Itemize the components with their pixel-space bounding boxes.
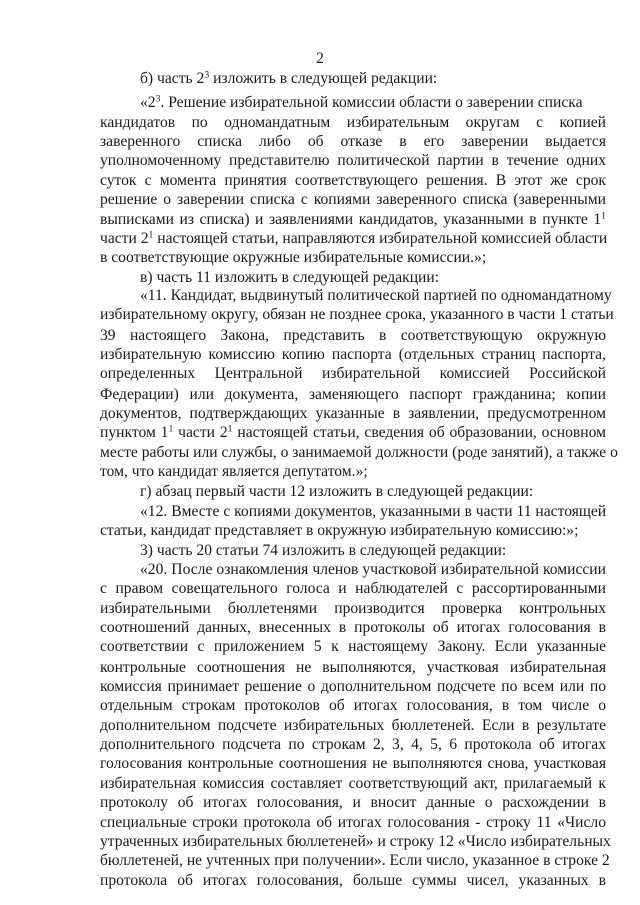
text-line: решение о заверении списка с копиями заверенного списка (заверенными [100, 191, 606, 208]
superscript: 1 [227, 423, 233, 435]
text-line: «20. После ознакомления членов участковой избирательной комиссии [140, 561, 606, 578]
text-line: контрольные соотношения не выполняются, участковая избирательная [100, 659, 606, 676]
superscript: 3 [204, 69, 210, 81]
text-line: дополнительного подсчета по строкам 2, 3, 4, 5, 6 протокола об итогах [100, 736, 606, 753]
superscript: 1 [168, 423, 174, 435]
text-line: избирательными бюллетенями производится проверка контрольных [100, 600, 606, 617]
text-line: определенных Центральной избирательной комиссией Российской [100, 365, 606, 382]
text-line: голосования контрольные соотношения не выполняются снова, участковая [100, 755, 606, 772]
text-line: том, что кандидат является депутатом.»; [100, 463, 368, 480]
text-line: 3) часть 20 статьи 74 изложить в следующей редакции: [140, 542, 507, 559]
text-line: специальные строки протокола об итогах голосования - строку 11 «Число [100, 814, 606, 831]
text-line: избирательную комиссию копию паспорта (отдельных страниц паспорта, [100, 346, 606, 363]
text-line: «11. Кандидат, выдвинутый политической партией по одномандатному [140, 287, 612, 304]
text-line: дополнительном подсчете избирательных бюллетеней. Если в результате [100, 717, 606, 734]
text-line: г) абзац первый части 12 изложить в следующей редакции: [140, 483, 534, 500]
text-line: протокола об итогах голосования, больше суммы чисел, указанных в [100, 872, 606, 889]
text-line: утраченных избирательных бюллетеней» и строку 12 «Число избирательных [100, 833, 611, 850]
text-line: пунктом $1^1$ части $2^1$ настоящей статьи, сведения об образовании, основном [100, 423, 606, 441]
text-line: уполномоченному представителю политической партии в течение одних [100, 152, 606, 169]
text-line: избирательному округу, обязан не позднее срока, указанного в части 1 статьи [100, 306, 614, 323]
text-line: «$2^3$. Решение избирательной комиссии области о заверении списка [140, 93, 583, 111]
page-number: 2 [316, 50, 324, 67]
text-line: заверенного списка либо об отказе в его заверении выдается [100, 133, 606, 150]
superscript: 1 [601, 210, 606, 222]
text-line: месте работы или службы, о занимаемой должности (роде занятий), а также о [100, 444, 618, 461]
text-line: бюллетеней, не учтенных при получении». Если число, указанное в строке 2 [100, 852, 610, 869]
text-line: соответствии с приложением 5 к настоящему Закону. Если указанные [100, 638, 606, 655]
text-line: в соответствующие окружные избирательные комиссии.»; [100, 249, 487, 266]
text-line: избирательная комиссия составляет соответствующий акт, прилагаемый к [100, 775, 606, 792]
text-line: отдельным строкам протоколов об итогах голосования, в том числе о [100, 697, 606, 714]
superscript: 1 [148, 229, 154, 241]
text-line: Федерации) или документа, заменяющего паспорт гражданина; копии [100, 386, 606, 403]
text-line: документов, подтверждающих указанные в заявлении, предусмотренном [100, 405, 606, 422]
text-line: кандидатов по одномандатным избирательным округам с копией [100, 114, 606, 131]
text-line: 39 настоящего Закона, представить в соответствующую окружную [100, 327, 606, 344]
text-line: выписками из списка) и заявлениями кандидатов, указанными в пункте $1^1$ [100, 210, 606, 228]
text-line: с правом совещательного голоса и наблюдателей с рассортированными [100, 580, 606, 597]
text-line: в) часть 11 изложить в следующей редакции: [140, 269, 440, 286]
text-line: протоколу об итогах голосования, и вносит данные о расхождении в [100, 794, 606, 811]
superscript: 3 [155, 93, 161, 105]
text-line: части $2^1$ настоящей статьи, направляются избирательной комиссией области [100, 229, 608, 247]
text-line: статьи, кандидат представляет в окружную избирательную комиссию:»; [100, 522, 579, 539]
text-line: «12. Вместе с копиями документов, указанными в части 11 настоящей [140, 503, 607, 520]
text-line: б) часть $2^3$ изложить в следующей редакции: [140, 69, 438, 87]
text-line: суток с момента принятия соответствующего решения. В этот же срок [100, 172, 606, 189]
text-line: комиссия принимает решение о дополнительном подсчете по всем или по [100, 678, 606, 695]
text-line: соотношений данных, внесенных в протоколы об итогах голосования в [100, 619, 606, 636]
